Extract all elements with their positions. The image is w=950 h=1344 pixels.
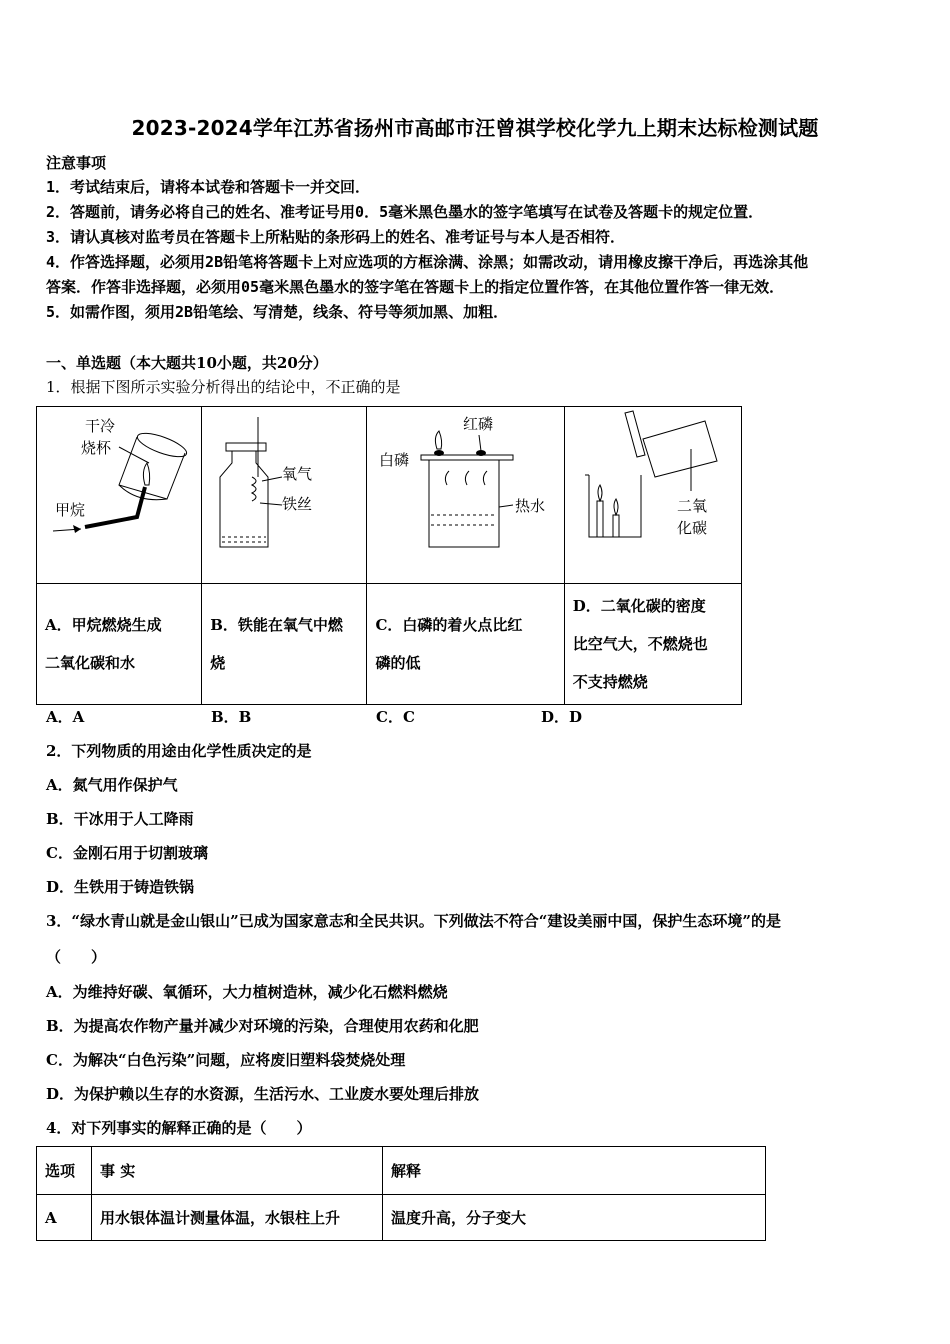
q1-stem: 1．根据下图所示实验分析得出的结论中，不正确的是	[46, 378, 401, 396]
figure-b-cell	[202, 407, 367, 584]
page-title: 2023-2024学年江苏省扬州市高邮市汪曾祺学校化学九上期末达标检测试题	[131, 116, 819, 140]
phosphorus-figure	[367, 407, 563, 579]
svg-text:铁丝: 铁丝	[282, 495, 313, 513]
q3-option-a[interactable]: A．为维持好碳、氧循环，大力植树造林，减少化石燃料燃烧	[46, 983, 448, 1001]
q1-option-a[interactable]: A．A	[46, 708, 85, 726]
notice-heading: 注意事项	[46, 154, 107, 172]
svg-text:化碳: 化碳	[676, 519, 707, 537]
q1-option-b[interactable]: B．B	[211, 708, 252, 726]
table-row	[37, 1195, 766, 1241]
table-cell: A	[37, 1195, 92, 1241]
svg-text:白磷: 白磷	[379, 451, 410, 469]
q4-table	[36, 1146, 766, 1241]
svg-text:热水: 热水	[515, 497, 546, 515]
q3-option-d[interactable]: D．为保护赖以生存的水资源，生活污水、工业废水要处理后排放	[46, 1085, 480, 1103]
iron-burning-figure	[202, 407, 366, 579]
co2-candles-figure	[565, 407, 741, 579]
caption-a: A．甲烷燃烧生成 二氧化碳和水	[37, 584, 202, 705]
section-heading: 一、单选题（本大题共10小题，共20分）	[46, 354, 328, 372]
q2-option-b[interactable]: B．干冰用于人工降雨	[46, 810, 194, 828]
table-header: 解释	[383, 1147, 766, 1195]
q3-option-b[interactable]: B．为提高农作物产量并减少对环境的污染，合理使用农药和化肥	[46, 1017, 479, 1035]
q3-stem-tail: （ ）	[46, 948, 107, 966]
caption-d: D．二氧化碳的密度 比空气大，不燃烧也 不支持燃烧	[564, 584, 741, 705]
methane-burning-figure	[37, 407, 201, 579]
table-header-row	[37, 1147, 766, 1195]
figure-d-cell	[564, 407, 741, 584]
notice-item: 3．请认真核对监考员在答题卡上所粘贴的条形码上的姓名、准考证号与本人是否相符．	[46, 228, 626, 246]
figure-c-cell	[367, 407, 564, 584]
q1-option-d[interactable]: D．D	[541, 708, 583, 726]
table-header: 选项	[37, 1147, 92, 1195]
q3-option-c[interactable]: C．为解决“白色污染”问题，应将废旧塑料袋焚烧处理	[46, 1051, 406, 1069]
q2-option-a[interactable]: A．氮气用作保护气	[46, 776, 178, 794]
notice-item: 答案．作答非选择题，必须用05毫米黑色墨水的签字笔在答题卡上的指定位置作答，在其他位置作答一律无效．	[46, 278, 785, 296]
notice-item: 2．答题前，请务必将自己的姓名、准考证号用0．5毫米黑色墨水的签字笔填写在试卷及答题卡的规定位置．	[46, 203, 764, 221]
caption-c: C．白磷的着火点比红 磷的低	[367, 584, 564, 705]
svg-text:氧气: 氧气	[282, 465, 313, 483]
q2-option-d[interactable]: D．生铁用于铸造铁锅	[46, 878, 195, 896]
svg-text:烧杯: 烧杯	[81, 439, 112, 457]
table-cell: 用水银体温计测量体温，水银柱上升	[92, 1195, 383, 1241]
table-cell: 温度升高，分子变大	[383, 1195, 766, 1241]
notice-item: 4．作答选择题，必须用2B铅笔将答题卡上对应选项的方框涂满、涂黑；如需改动，请用橡皮擦干净后，再选涂其他	[46, 253, 809, 271]
q3-stem: 3．“绿水青山就是金山银山”已成为国家意志和全民共识。下列做法不符合“建设美丽中国，保护生态环境”的是	[46, 912, 781, 930]
svg-text:干冷: 干冷	[85, 417, 116, 435]
q2-stem: 2．下列物质的用途由化学性质决定的是	[46, 742, 312, 760]
table-header: 事 实	[92, 1147, 383, 1195]
q1-figure-table	[36, 406, 742, 705]
q2-option-c[interactable]: C．金刚石用于切割玻璃	[46, 844, 208, 862]
svg-text:红磷: 红磷	[463, 415, 494, 433]
caption-b: B．铁能在氧气中燃 烧	[202, 584, 367, 705]
svg-text:甲烷: 甲烷	[55, 501, 86, 519]
svg-text:二氧: 二氧	[676, 497, 707, 515]
notice-item: 1．考试结束后，请将本试卷和答题卡一并交回．	[46, 178, 371, 196]
figure-a-cell	[37, 407, 202, 584]
notice-item: 5．如需作图，须用2B铅笔绘、写清楚，线条、符号等须加黑、加粗．	[46, 303, 509, 321]
q1-option-c[interactable]: C．C	[376, 708, 415, 726]
q4-stem: 4．对下列事实的解释正确的是（ ）	[46, 1119, 312, 1137]
